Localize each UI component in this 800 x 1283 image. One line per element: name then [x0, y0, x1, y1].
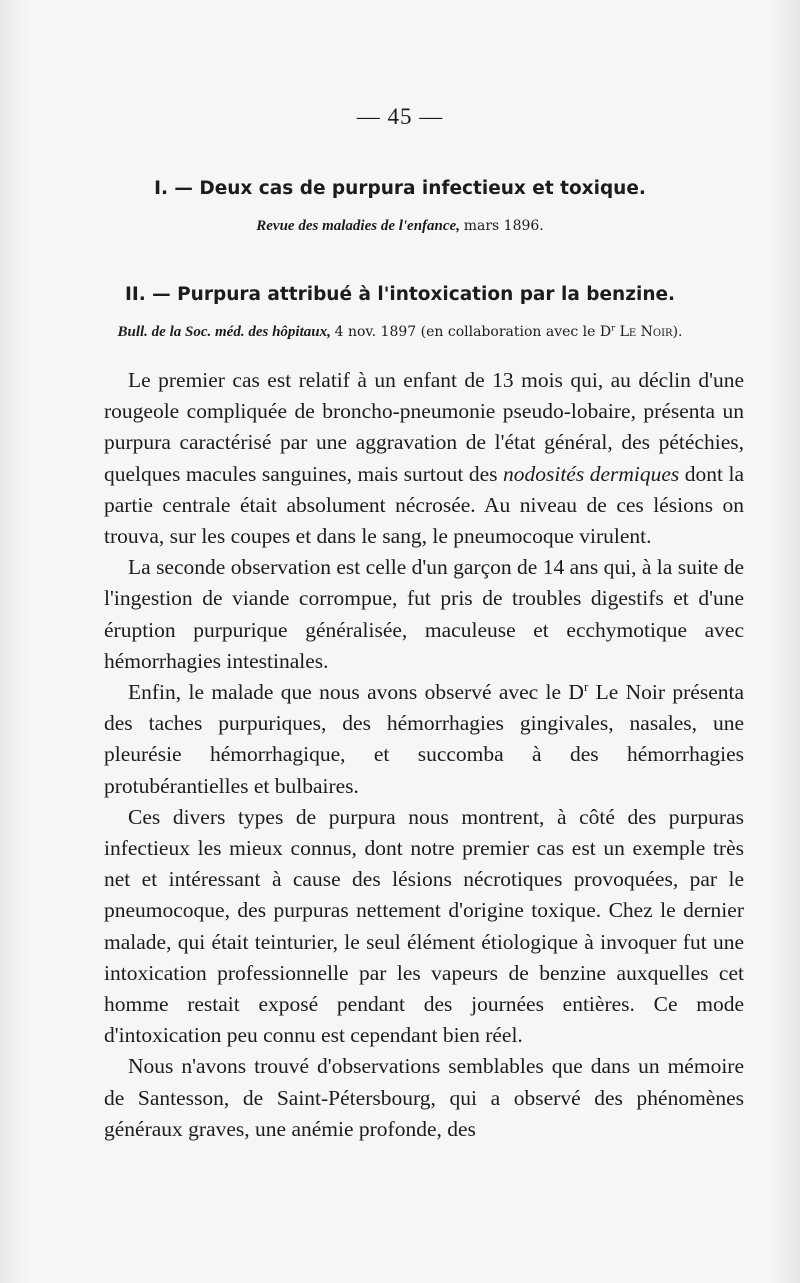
reference-1-source	[0, 218, 800, 235]
reference-1-date: mars 1896.	[463, 218, 544, 234]
reference-2-sup: r	[611, 322, 616, 333]
reference-2-close: ).	[672, 324, 683, 340]
paragraph-1-emphasis: nodosités dermiques	[502, 461, 680, 486]
paragraph-3-sup: r	[583, 679, 589, 694]
reference-2-coauthor: Le Noir	[619, 324, 673, 340]
reference-2-date-text: 4 nov. 1897 (en collaboration avec le D	[334, 324, 612, 340]
paragraph-4: Ces divers types de purpura nous montrent, à côté des purpuras infectieux les mieux connus, dont notre premier cas est un exemple très net et intéressant à cause des lésions nécrotiques provoquées, par le pneumocoque, des purpuras nettement d'origine toxique. Chez le dernier malade, qui était teinturier, le seul élément étiologique à invoquer fut une intoxication professionnelle par les vapeurs de benzine auxquelles cet homme restait exposé pendant des journées entières. Ce mode d'intoxication peu connu est cependant bien réel.	[104, 804, 744, 1048]
paragraph-1-text-a: Le premier cas est relatif à un enfant de 13 mois qui, au déclin d'une rougeole compliquée de broncho-pneumonie pseudo-lobaire, présenta un purpura caractérisé par une aggravation de l'état général, des pétéchies, quelques macules sanguines, mais surtout des	[104, 368, 744, 486]
body-text	[104, 365, 744, 1145]
reference-2-source	[0, 324, 800, 341]
reference-1-title: I. — Deux cas de purpura infectieux et toxique.	[154, 178, 646, 199]
reference-1-journal: Revue des maladies de l'enfance,	[256, 218, 460, 234]
reference-2-date	[335, 324, 683, 340]
paragraph-2: La seconde observation est celle d'un garçon de 14 ans qui, à la suite de l'ingestion de viande corrompue, fut pris de troubles digestifs et d'une éruption purpurique généralisée, maculeuse et ecchymotique avec hémorrhagies intestinales.	[104, 555, 744, 673]
paragraph-1-text-b: dont la partie centrale était absolument nécrosée. Au niveau de ces lésions on trouva, sur les coupes et dans le sang, le pneumocoque virulent.	[104, 461, 745, 549]
paragraph-1	[104, 365, 744, 552]
reference-2-journal: Bull. de la Soc. méd. des hôpitaux,	[117, 324, 331, 340]
reference-2-title: II. — Purpura attribué à l'intoxication par la benzine.	[124, 284, 676, 305]
page-number: — 45 —	[356, 104, 444, 129]
paragraph-3	[104, 677, 744, 802]
paragraph-3-text-b: Le Noir présenta des taches purpuriques, des hémorrhagies gingivales, nasales, une pleurésie hémorrhagique, et succomba à des hémorrhagies protubérantielles et bulbaires.	[104, 680, 744, 798]
paragraph-5: Nous n'avons trouvé d'observations semblables que dans un mémoire de Santesson, de Saint-Pétersbourg, qui a observé des phénomènes généraux graves, une anémie profonde, des	[104, 1054, 744, 1141]
paragraph-3-text-a: Enfin, le malade que nous avons observé avec le D	[128, 680, 584, 705]
